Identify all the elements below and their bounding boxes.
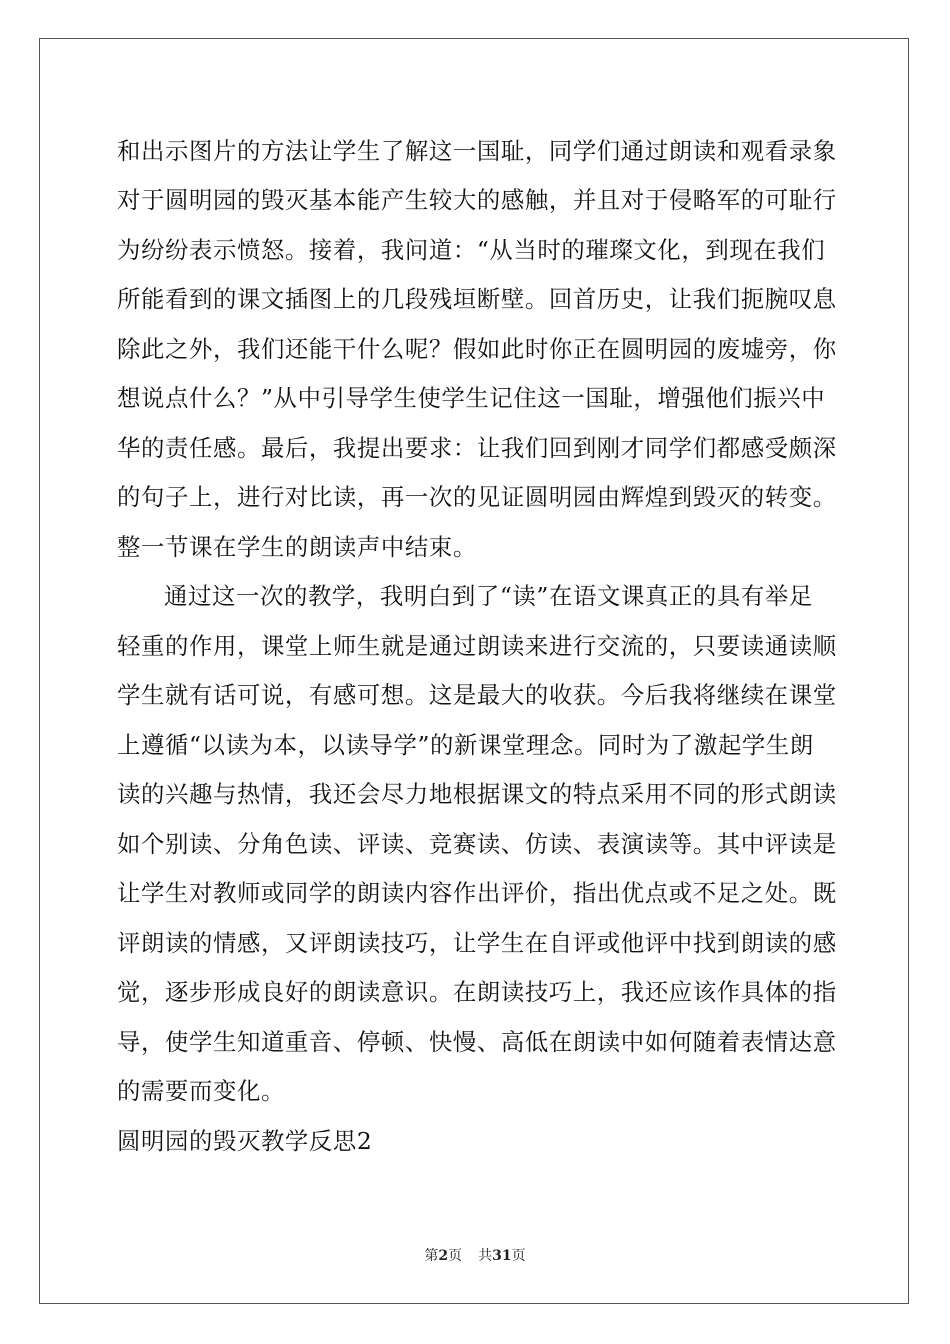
body-line-10: 通过这一次的教学，我明白到了“读”在语文课真正的具有举足 [164, 582, 813, 610]
body-line-7: 华的责任感。最后，我提出要求：让我们回到刚才同学们都感受颇深 [117, 434, 837, 462]
body-line-13: 上遵循“以读为本，以读导学”的新课堂理念。同时为了激起学生朗 [117, 731, 814, 759]
body-line-6: 想说点什么？”从中引导学生使学生记住这一国耻，增强他们振兴中 [117, 384, 826, 412]
page-border [39, 38, 909, 1304]
body-line-12: 学生就有话可说，有感可想。这是最大的收获。今后我将继续在课堂 [117, 681, 837, 709]
body-line-9: 整一节课在学生的朗读声中结束。 [117, 533, 477, 561]
footer-page-prefix: 第 [424, 1248, 439, 1264]
body-line-1: 和出示图片的方法让学生了解这一国耻，同学们通过朗读和观看录象 [117, 137, 837, 165]
footer-page-current: 2 [438, 1248, 449, 1264]
body-line-14: 读的兴趣与热情，我还会尽力地根据课文的特点采用不同的形式朗读 [117, 780, 837, 808]
footer-page-suffix: 页 [448, 1248, 463, 1264]
body-line-8: 的句子上，进行对比读，再一次的见证圆明园由辉煌到毁灭的转变。 [117, 483, 837, 511]
body-line-17: 评朗读的情感，又评朗读技巧，让学生在自评或他评中找到朗读的感 [117, 929, 837, 957]
body-line-18: 觉，逐步形成良好的朗读意识。在朗读技巧上，我还应该作具体的指 [117, 978, 837, 1006]
body-line-20: 的需要而变化。 [117, 1077, 285, 1105]
body-line-11: 轻重的作用，课堂上师生就是通过朗读来进行交流的，只要读通读顺 [117, 632, 837, 660]
body-line-19: 导，使学生知道重音、停顿、快慢、高低在朗读中如何随着表情达意 [117, 1028, 837, 1056]
body-line-16: 让学生对教师或同学的朗读内容作出评价，指出优点或不足之处。既 [117, 879, 837, 907]
section-heading: 圆明园的毁灭教学反思2 [117, 1127, 373, 1155]
body-line-4: 所能看到的课文插图上的几段残垣断壁。回首历史，让我们扼腕叹息 [117, 285, 837, 313]
footer-total-suffix: 页 [511, 1248, 526, 1264]
footer-total-prefix: 共 [478, 1248, 493, 1264]
body-line-3: 为纷纷表示愤怒。接着，我问道：“从当时的璀璨文化，到现在我们 [117, 236, 826, 264]
body-line-2: 对于圆明园的毁灭基本能产生较大的感触，并且对于侵略军的可耻行 [117, 186, 837, 214]
footer-total-pages: 31 [492, 1248, 512, 1264]
body-line-15: 如个别读、分角色读、评读、竞赛读、仿读、表演读等。其中评读是 [117, 830, 837, 858]
body-line-5: 除此之外，我们还能干什么呢？假如此时你正在圆明园的废墟旁，你 [117, 335, 837, 363]
page-footer [0, 1247, 950, 1265]
